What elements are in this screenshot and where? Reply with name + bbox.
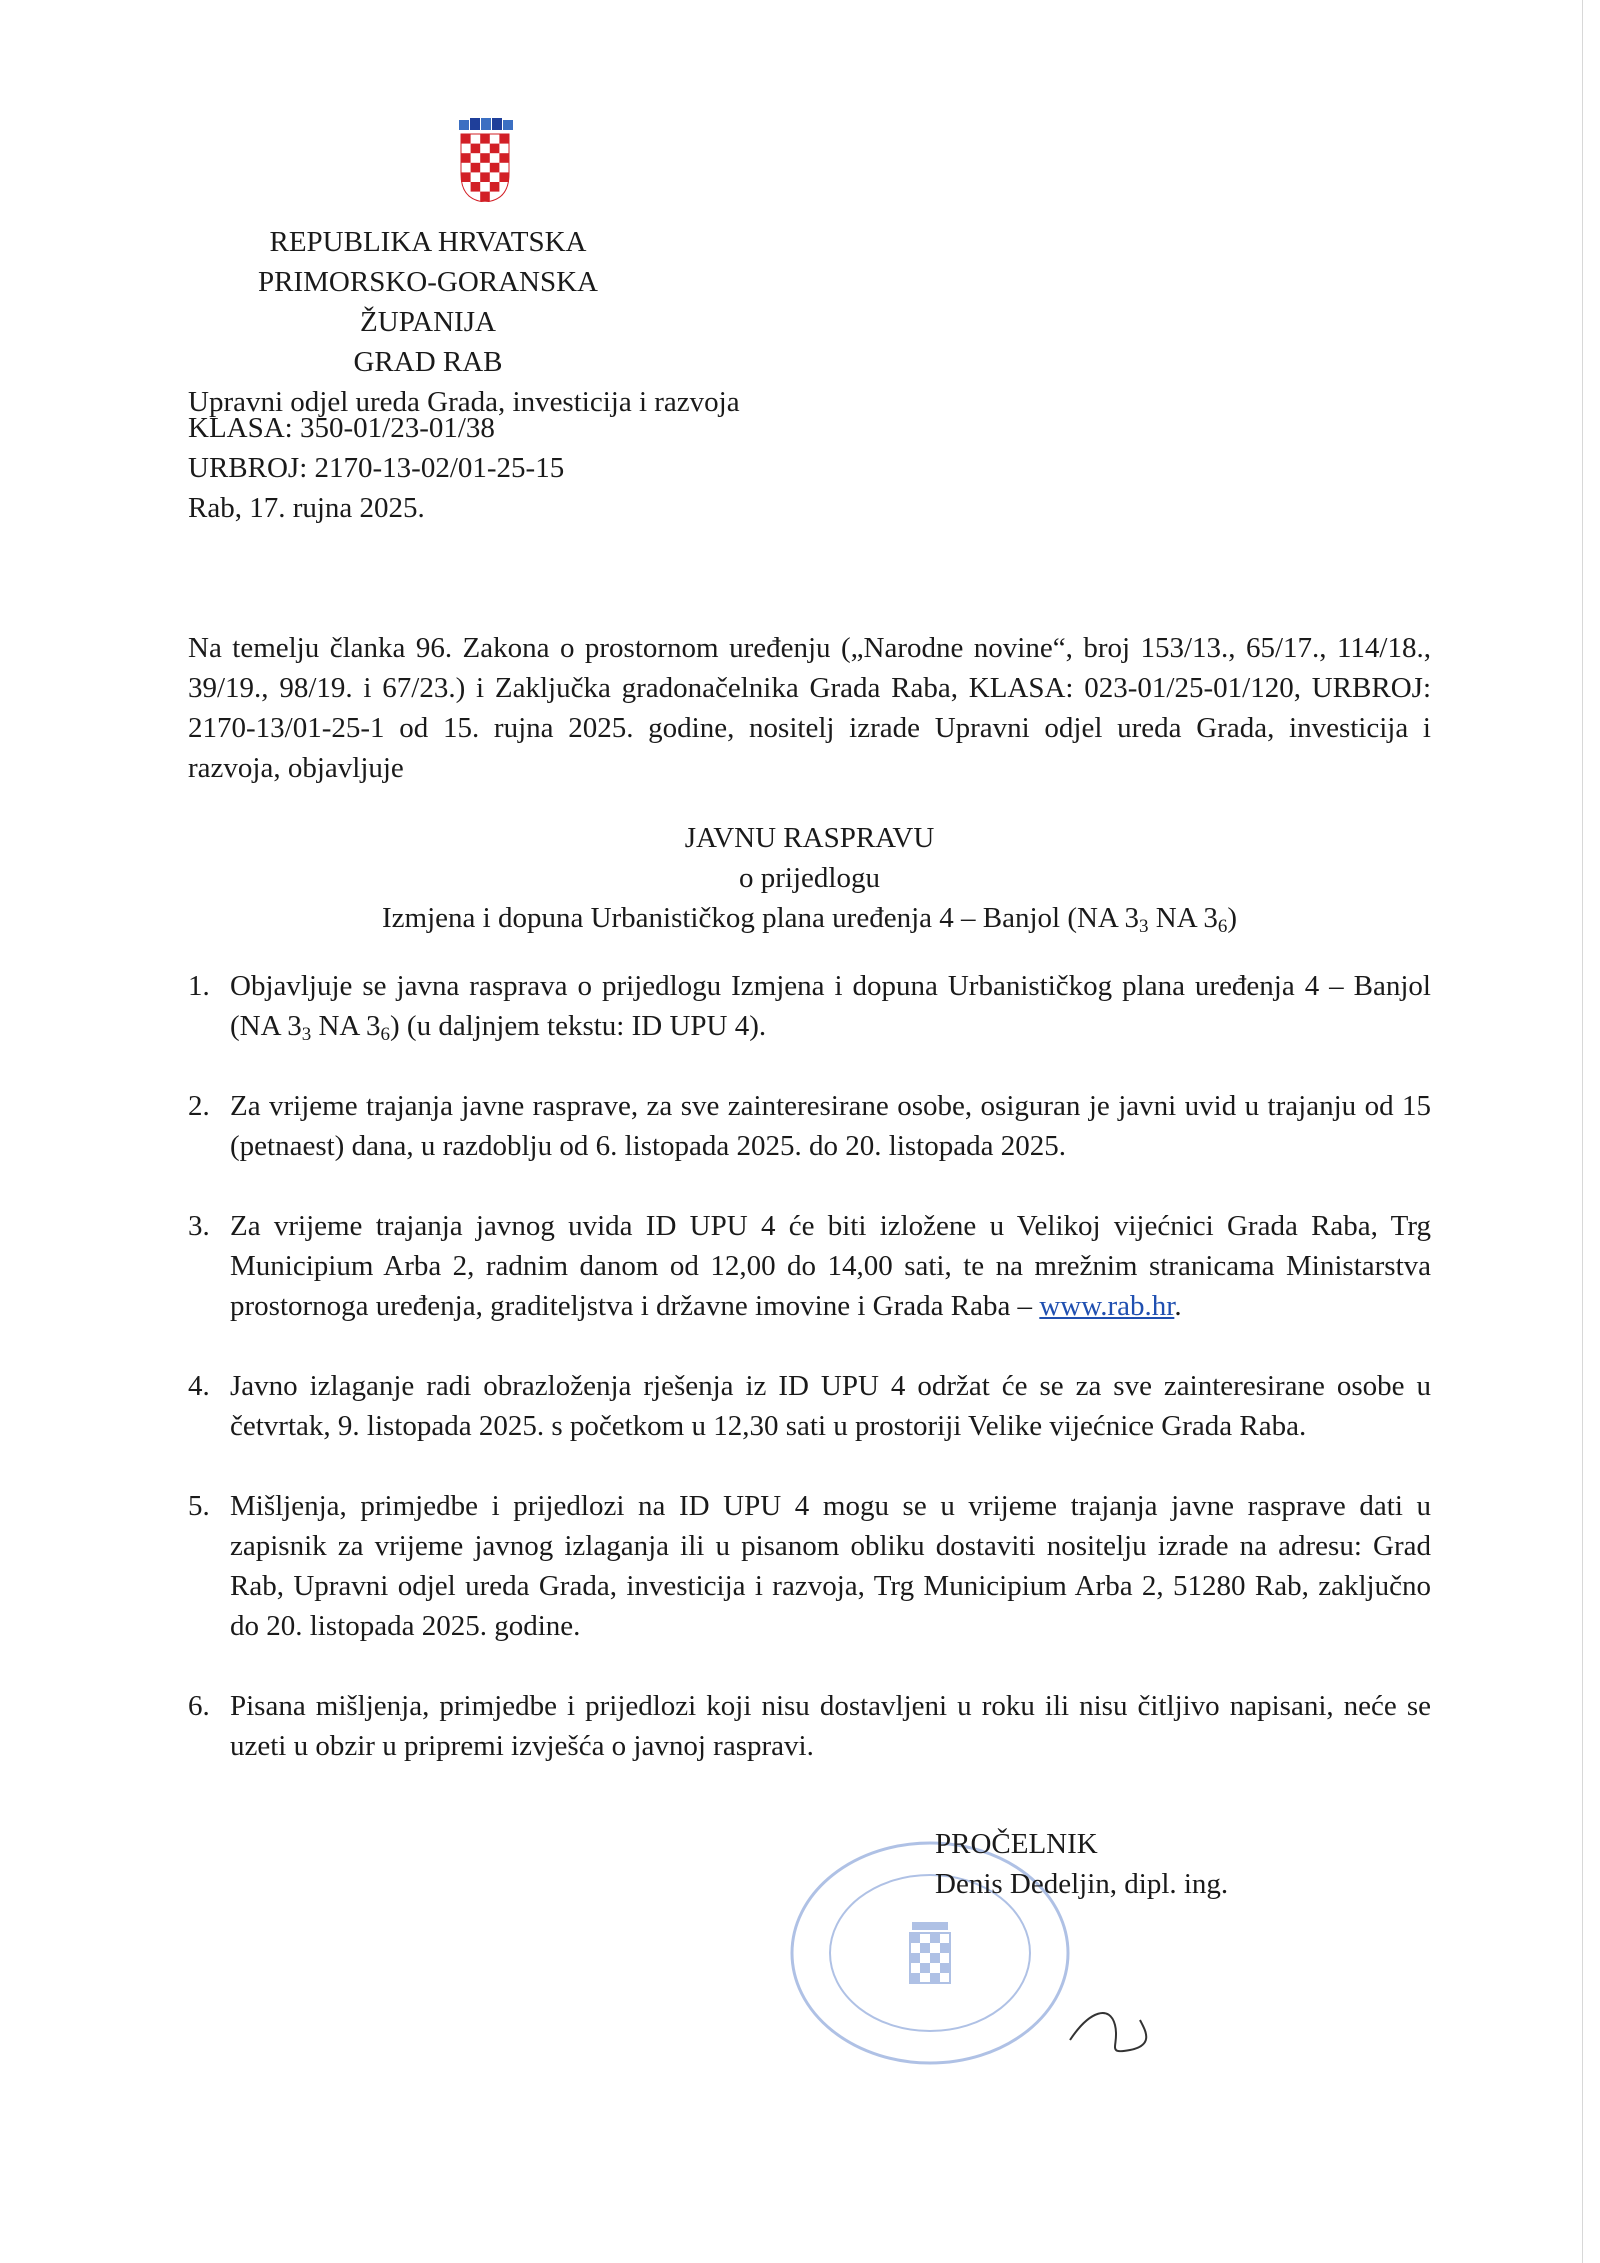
list-item (188, 1086, 1431, 1166)
list-item-number: 2. (188, 1090, 210, 1122)
intro-paragraph: Na temelju članka 96. Zakona o prostornom uređenju („Narodne novine“, broj 153/13., 65/17., 114/18., 39/19., 98/19. i 67/23.) i Zaključka gradonačelnika Grada Raba, KLASA: 023-01/25-01/120, URBROJ: 2170-13/01-25-1 od 15. rujna 2025. godine, nositelj izrade Upravni odjel ureda Grada, investicija i razvoja, objavljuje (188, 632, 1431, 784)
signature-block (935, 1824, 1228, 1904)
list-item-text: Mišljenja, primjedbe i prijedlozi na ID UPU 4 mogu se u vrijeme trajanja javne rasprave dati u zapisnik za vrijeme javnog izlaganja ili u pisanom obliku dostaviti nositelju izrade na adresu: Grad Rab, Upravni odjel ureda Grada, investicija i razvoja, Trg Municipium Arba 2, 51280 Rab, zaključno do 20. listopada 2025. godine. (230, 1490, 1431, 1642)
list-item (188, 1366, 1431, 1446)
list-item-number: 6. (188, 1690, 210, 1722)
list-item-text: Za vrijeme trajanja javne rasprave, za sve zainteresirane osobe, osiguran je javni uvid u trajanju od 15 (petnaest) dana, u razdoblju od 6. listopada 2025. do 20. listopada 2025. (230, 1090, 1431, 1162)
list-item-number: 5. (188, 1490, 210, 1522)
croatian-coat-of-arms-icon (455, 118, 515, 202)
letterhead-county: PRIMORSKO-GORANSKA ŽUPANIJA (258, 266, 598, 338)
list-item (188, 1686, 1431, 1766)
list-item-text: Pisana mišljenja, primjedbe i prijedlozi koji nisu dostavljeni u roku ili nisu čitljivo napisani, neće se uzeti u obzir u pripremi izvješća o javnoj raspravi. (230, 1690, 1431, 1762)
handwritten-signature-icon (1060, 2000, 1150, 2060)
list-item-text: Za vrijeme trajanja javnog uvida ID UPU 4 će biti izložene u Velikoj vijećnici Grada Raba, Trg Municipium Arba 2, radnim danom od 12,00 do 14,00 sati, te na mrežnim stranicama Ministarstva prostornoga uređenja, graditeljstva i državne imovine i Grada Raba – (230, 1210, 1431, 1322)
list-item-number: 4. (188, 1370, 210, 1402)
urbroj-number: URBROJ: 2170-13-02/01-25-15 (188, 452, 565, 484)
list-item-number: 1. (188, 970, 210, 1002)
signatory-name: Denis Dedeljin, dipl. ing. (935, 1868, 1229, 1900)
title-plan-name: Izmjena i dopuna Urbanističkog plana uređenja 4 – Banjol (NA $3_3$ NA $3_6$) (382, 902, 1237, 937)
title-main: JAVNU RASPRAVU (684, 822, 935, 854)
list-item (188, 1486, 1431, 1646)
letterhead-country: REPUBLIKA HRVATSKA (269, 226, 587, 258)
list-item: 1. Objavljuje se javna rasprava o prijedlogu Izmjena i dopuna Urbanističkog plana uređenja 4 – Banjol (NA $3_3$ NA $3_6$) (u daljnjem tekstu: ID UPU 4). (188, 966, 1431, 1046)
letterhead (188, 222, 808, 422)
list-item: 3. Za vrijeme trajanja javnog uvida ID UPU 4 će biti izložene u Velikoj vijećnici Grada Raba, Trg Municipium Arba 2, radnim danom od 12,00 do 14,00 sati, te na mrežnim stranicama Ministarstva prostornoga uređenja, graditeljstva i državne imovine i Grada Raba – www.rab.hr. (188, 1206, 1431, 1326)
scan-edge-divider (1582, 0, 1583, 2263)
title-sub: o prijedlogu (739, 862, 880, 894)
reference-block (188, 408, 564, 528)
signatory-role: PROČELNIK (935, 1828, 1098, 1860)
list-item-text: Javno izlaganje radi obrazloženja rješenja iz ID UPU 4 održat će se za sve zainteresirane osobe u četvrtak, 9. listopada 2025. s početkom u 12,30 sati u prostoriji Velike vijećnice Grada Raba. (230, 1370, 1431, 1442)
letterhead-city: GRAD RAB (353, 346, 503, 378)
place-date: Rab, 17. rujna 2025. (188, 492, 425, 524)
list-item-number: 3. (188, 1210, 210, 1242)
website-link[interactable]: www.rab.hr (1039, 1290, 1175, 1322)
announcement-title (188, 818, 1431, 938)
numbered-list (188, 966, 1431, 1806)
letterhead-department: Upravni odjel ureda Grada, investicija i razvoja (188, 386, 740, 418)
klasa-number: KLASA: 350-01/23-01/38 (188, 412, 495, 444)
